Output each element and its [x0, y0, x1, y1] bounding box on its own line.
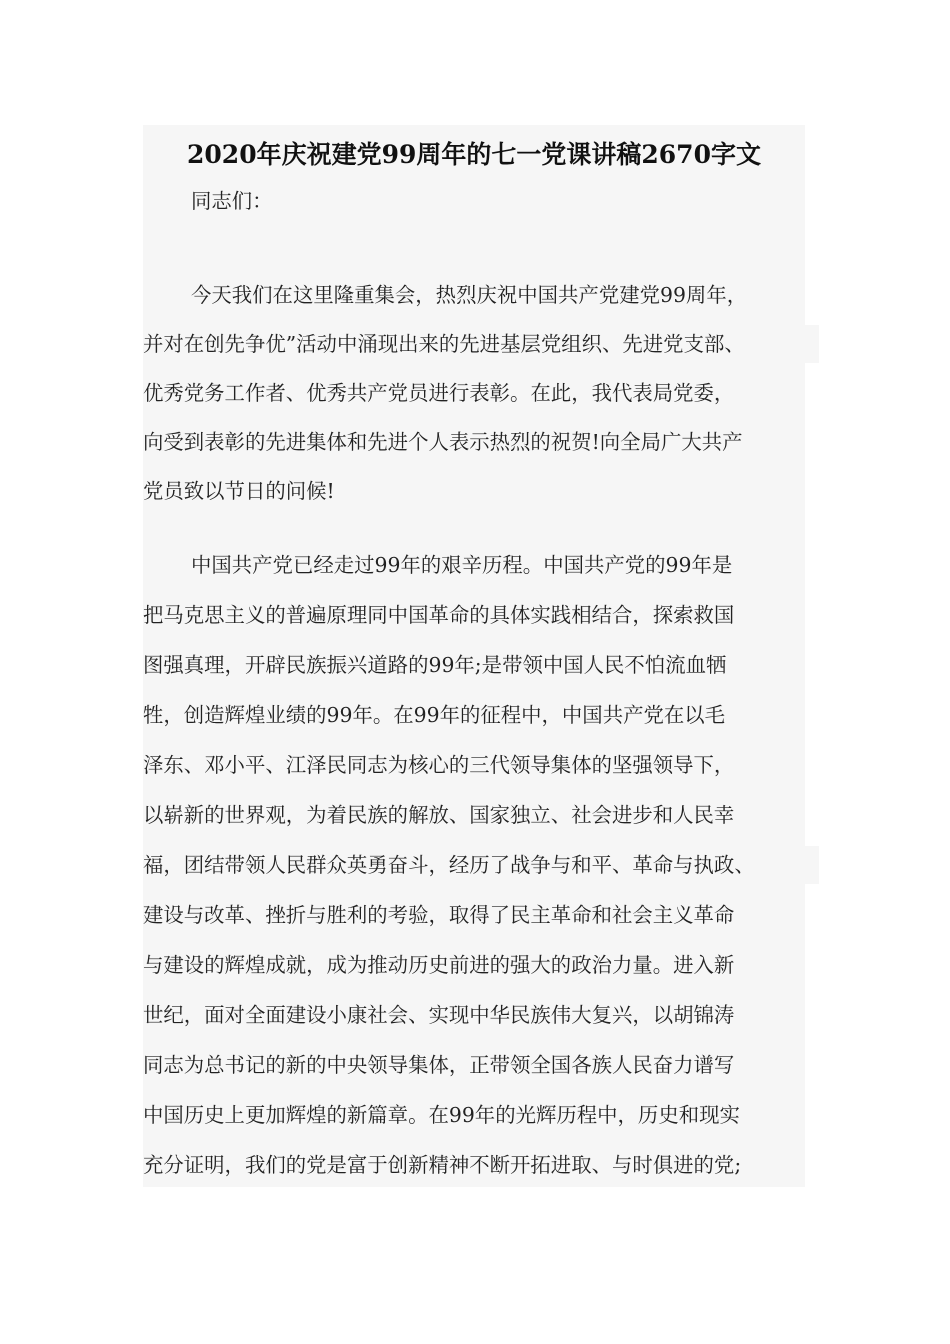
line-overhang-shade — [805, 325, 819, 363]
paragraph-line: 同志为总书记的新的中央领导集体，正带领全国各族人民奋力谱写 — [143, 1053, 735, 1077]
paragraph-line: 中国历史上更加辉煌的新篇章。在99年的光辉历程中，历史和现实 — [143, 1103, 740, 1127]
paragraph-line: 以崭新的世界观，为着民族的解放、国家独立、社会进步和人民幸 — [143, 803, 735, 827]
paragraph-line: 中国共产党已经走过99年的艰辛历程。中国共产党的99年是 — [191, 553, 733, 577]
paragraph-line: 充分证明，我们的党是富于创新精神不断开拓进取、与时俱进的党; — [143, 1153, 742, 1177]
paragraph-line: 并对在创先争优”活动中涌现出来的先进基层党组织、先进党支部、 — [143, 332, 745, 356]
paragraph-line: 党员致以节日的问候! — [143, 479, 335, 503]
line-overhang-shade — [805, 846, 819, 884]
paragraph-line: 建设与改革、挫折与胜利的考验，取得了民主革命和社会主义革命 — [143, 903, 735, 927]
paragraph-line: 世纪，面对全面建设小康社会、实现中华民族伟大复兴，以胡锦涛 — [143, 1003, 735, 1027]
paragraph-line: 图强真理，开辟民族振兴道路的99年;是带领中国人民不怕流血牺 — [143, 653, 727, 677]
document-body — [143, 125, 805, 1187]
paragraph-line: 牲，创造辉煌业绩的99年。在99年的征程中，中国共产党在以毛 — [143, 703, 726, 727]
salutation: 同志们： — [191, 189, 273, 213]
paragraph-line: 把马克思主义的普遍原理同中国革命的具体实践相结合，探索救国 — [143, 603, 735, 627]
paragraph-line: 泽东、邓小平、江泽民同志为核心的三代领导集体的坚强领导下， — [143, 753, 735, 777]
paragraph-line: 向受到表彰的先进集体和先进个人表示热烈的祝贺!向全局广大共产 — [143, 430, 743, 454]
paragraph-line: 今天我们在这里隆重集会，热烈庆祝中国共产党建党99周年， — [191, 283, 748, 307]
paragraph-line: 优秀党务工作者、优秀共产党员进行表彰。在此，我代表局党委， — [143, 381, 735, 405]
paragraph-line: 福，团结带领人民群众英勇奋斗，经历了战争与和平、革命与执政、 — [143, 853, 755, 877]
paragraph-line: 与建设的辉煌成就，成为推动历史前进的强大的政治力量。进入新 — [143, 953, 735, 977]
document-title: 2020年庆祝建党99周年的七一党课讲稿2670字文 — [187, 140, 761, 169]
